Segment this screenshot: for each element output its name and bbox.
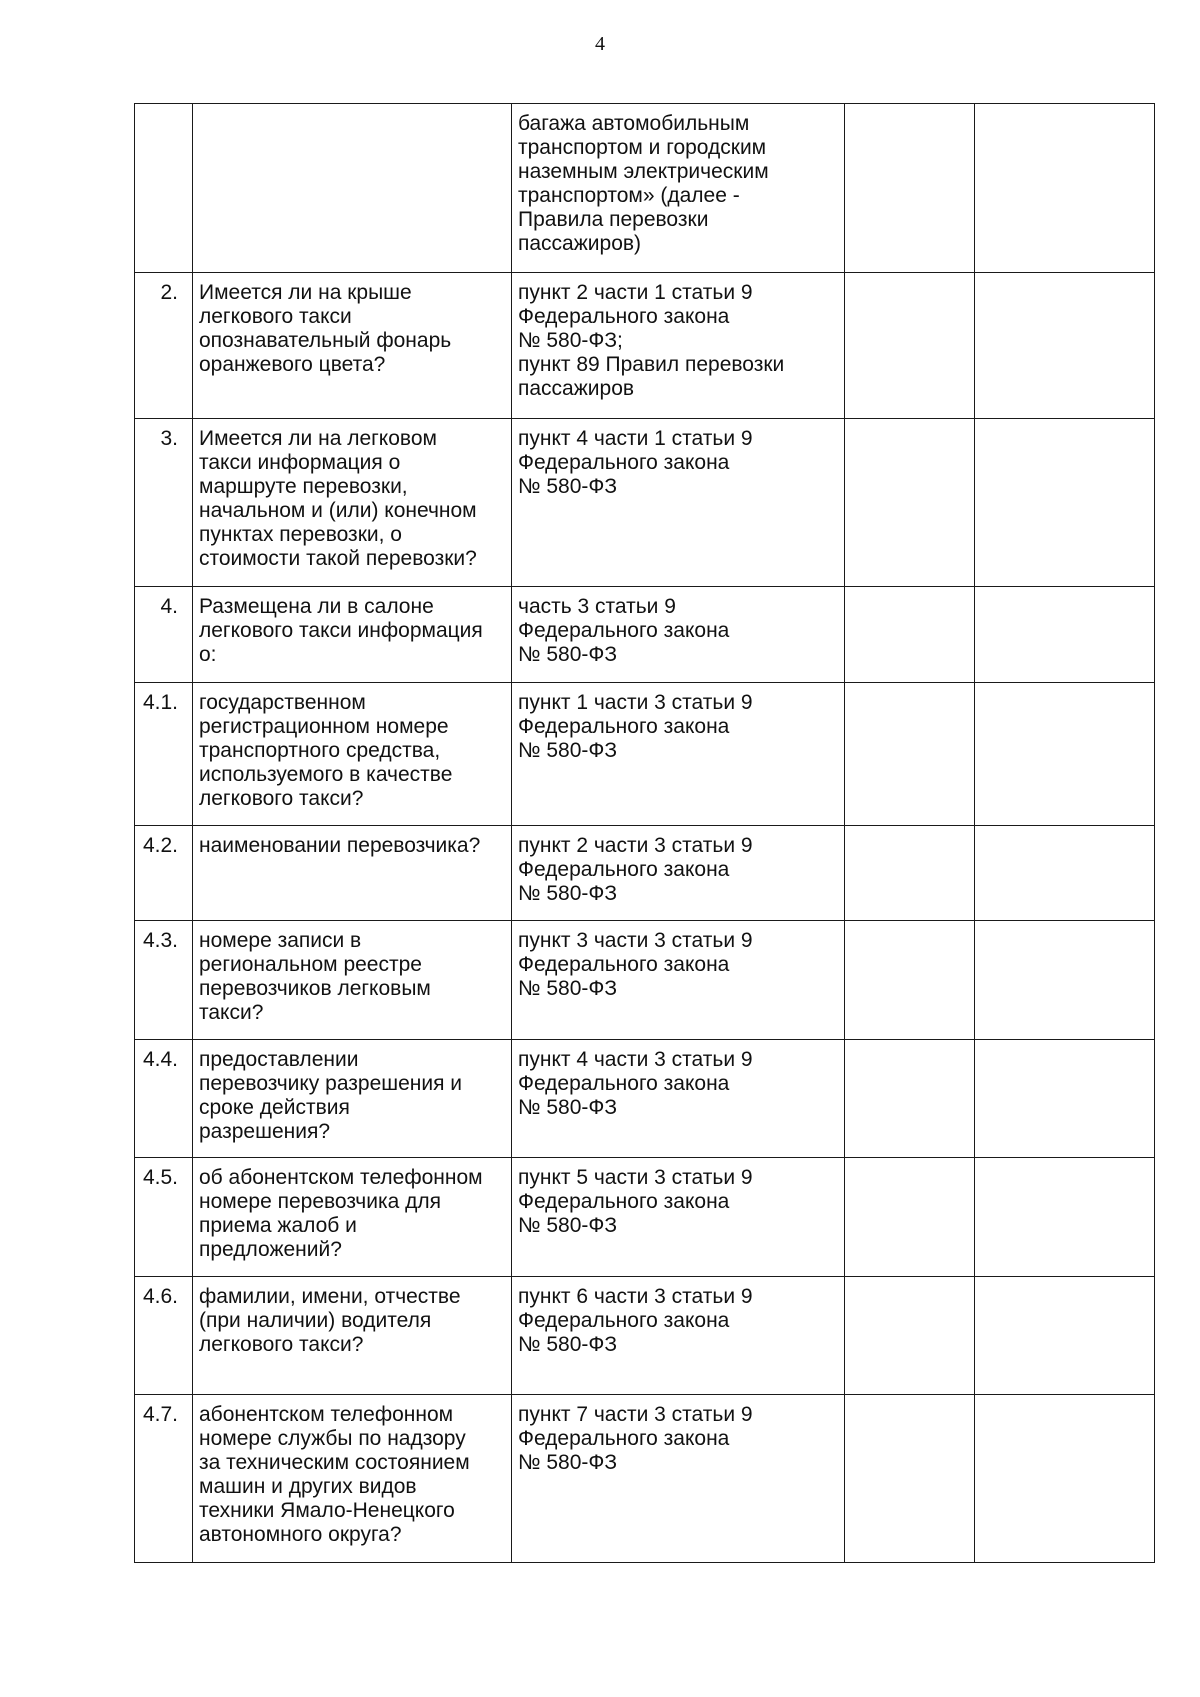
- reference-cell: пункт 2 части 3 статьи 9 Федерального закона № 580-ФЗ: [512, 826, 845, 921]
- reference-cell: часть 3 статьи 9 Федерального закона № 580-ФЗ: [512, 587, 845, 683]
- reference-cell: пункт 6 части 3 статьи 9 Федерального закона № 580-ФЗ: [512, 1277, 845, 1395]
- answer-cell: [845, 419, 975, 587]
- row-number: 4.7.: [135, 1395, 193, 1563]
- question-cell: Имеется ли на крыше легкового такси опознавательный фонарь оранжевого цвета?: [193, 273, 512, 419]
- reference-cell: пункт 4 части 1 статьи 9 Федерального закона № 580-ФЗ: [512, 419, 845, 587]
- table-row: [135, 683, 1155, 826]
- question-cell: абонентском телефонном номере службы по надзору за техническим состоянием машин и других видов техники Ямало-Ненецкого автономного округа?: [193, 1395, 512, 1563]
- row-number: 4.6.: [135, 1277, 193, 1395]
- question-cell: наименовании перевозчика?: [193, 826, 512, 921]
- page-number: 4: [595, 33, 605, 55]
- table-row: [135, 273, 1155, 419]
- checklist-table: [134, 103, 1155, 1563]
- table-row: [135, 921, 1155, 1040]
- note-cell: [975, 587, 1155, 683]
- question-cell: [193, 104, 512, 273]
- note-cell: [975, 273, 1155, 419]
- answer-cell: [845, 1277, 975, 1395]
- table-row: [135, 1395, 1155, 1563]
- question-cell: Размещена ли в салоне легкового такси информация о:: [193, 587, 512, 683]
- answer-cell: [845, 826, 975, 921]
- reference-cell: пункт 1 части 3 статьи 9 Федерального закона № 580-ФЗ: [512, 683, 845, 826]
- row-number: 2.: [135, 273, 193, 419]
- question-cell: Имеется ли на легковом такси информация о маршруте перевозки, начальном и (или) конечном пунктах перевозки, о стоимости такой перевозки?: [193, 419, 512, 587]
- question-cell: об абонентском телефонном номере перевозчика для приема жалоб и предложений?: [193, 1158, 512, 1277]
- answer-cell: [845, 1040, 975, 1158]
- reference-cell: пункт 5 части 3 статьи 9 Федерального закона № 580-ФЗ: [512, 1158, 845, 1277]
- table-row: [135, 1277, 1155, 1395]
- row-number: 4.1.: [135, 683, 193, 826]
- table-row: [135, 587, 1155, 683]
- note-cell: [975, 1040, 1155, 1158]
- question-cell: фамилии, имени, отчестве (при наличии) водителя легкового такси?: [193, 1277, 512, 1395]
- row-number: 4.5.: [135, 1158, 193, 1277]
- note-cell: [975, 683, 1155, 826]
- table-row: [135, 419, 1155, 587]
- note-cell: [975, 1395, 1155, 1563]
- question-cell: номере записи в региональном реестре перевозчиков легковым такси?: [193, 921, 512, 1040]
- row-number: 3.: [135, 419, 193, 587]
- answer-cell: [845, 1158, 975, 1277]
- answer-cell: [845, 683, 975, 826]
- note-cell: [975, 419, 1155, 587]
- reference-cell: пункт 3 части 3 статьи 9 Федерального закона № 580-ФЗ: [512, 921, 845, 1040]
- answer-cell: [845, 587, 975, 683]
- table-row: [135, 826, 1155, 921]
- row-number: 4.4.: [135, 1040, 193, 1158]
- table-row: [135, 1158, 1155, 1277]
- row-number: 4.3.: [135, 921, 193, 1040]
- answer-cell: [845, 1395, 975, 1563]
- answer-cell: [845, 921, 975, 1040]
- table-row: [135, 104, 1155, 273]
- table-row: [135, 1040, 1155, 1158]
- question-cell: государственном регистрационном номере транспортного средства, используемого в качестве легкового такси?: [193, 683, 512, 826]
- row-number: 4.2.: [135, 826, 193, 921]
- note-cell: [975, 826, 1155, 921]
- note-cell: [975, 921, 1155, 1040]
- answer-cell: [845, 273, 975, 419]
- reference-cell: багажа автомобильным транспортом и городским наземным электрическим транспортом» (далее - Правила перевозки пассажиров): [512, 104, 845, 273]
- reference-cell: пункт 2 части 1 статьи 9 Федерального закона № 580-ФЗ; пункт 89 Правил перевозки пассажиров: [512, 273, 845, 419]
- note-cell: [975, 104, 1155, 273]
- note-cell: [975, 1277, 1155, 1395]
- row-number: [135, 104, 193, 273]
- question-cell: предоставлении перевозчику разрешения и сроке действия разрешения?: [193, 1040, 512, 1158]
- reference-cell: пункт 4 части 3 статьи 9 Федерального закона № 580-ФЗ: [512, 1040, 845, 1158]
- reference-cell: пункт 7 части 3 статьи 9 Федерального закона № 580-ФЗ: [512, 1395, 845, 1563]
- row-number: 4.: [135, 587, 193, 683]
- answer-cell: [845, 104, 975, 273]
- note-cell: [975, 1158, 1155, 1277]
